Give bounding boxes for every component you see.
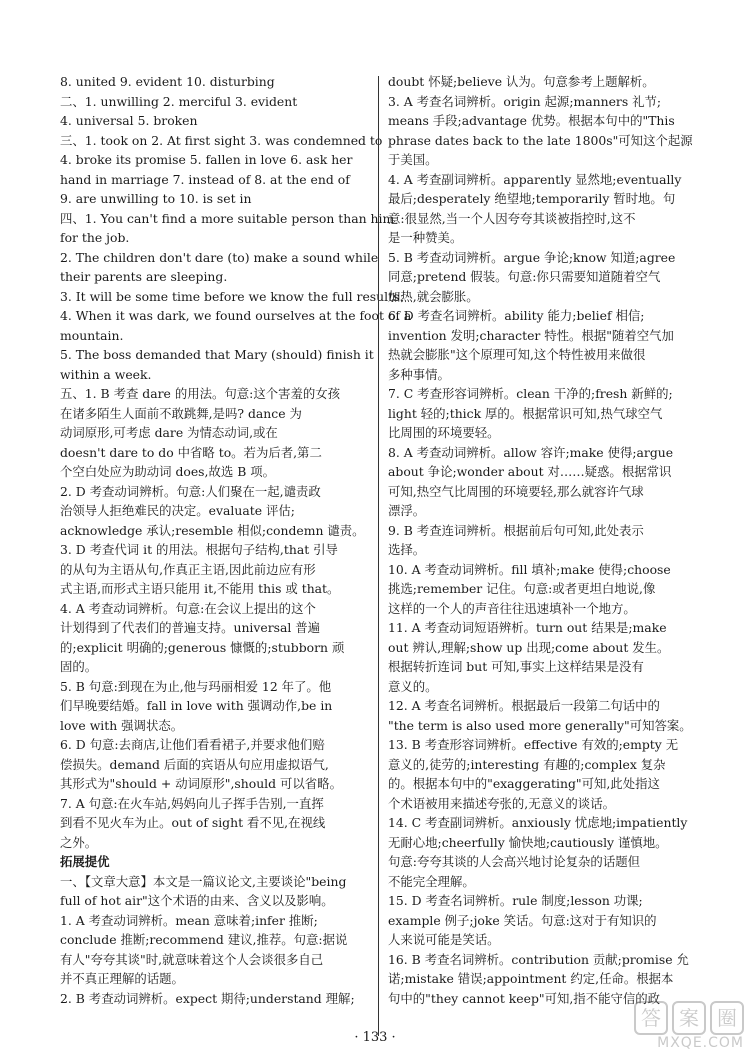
text-line: 12. A 考查名词辨析。根据最后一段第二句话中的: [388, 698, 660, 713]
text-line: 4. A 考查动词辨析。句意:在会议上提出的这个: [60, 600, 316, 616]
text-line: 三、1. took on 2. At first sight 3. was condemned to: [60, 132, 383, 148]
text-line: 有人"夸夸其谈"时,就意味着这个人会谈很多自己: [60, 951, 324, 967]
text-line: 意义的。: [388, 678, 438, 694]
text-line: mountain.: [60, 327, 124, 343]
text-line: 挑选;remember 记住。句意:或者更坦白地说,像: [388, 581, 656, 596]
text-line: 其形式为"should + 动词原形",should 可以省略。: [60, 776, 342, 791]
text-line: 固的。: [60, 659, 98, 674]
text-line: 可知,热空气比周围的环境要轻,那么就容许气球: [388, 483, 644, 499]
text-line: 意:很显然,当一个人因夸夸其谈被指控时,这不: [388, 210, 636, 226]
text-line: 5. B 考查动词辨析。argue 争论;know 知道;agree: [388, 249, 676, 265]
text-line: 5. B 句意:到现在为止,他与玛丽相爱 12 年了。他: [60, 678, 332, 694]
text-line: 于美国。: [388, 152, 438, 167]
text-line: love with 强调状态。: [60, 717, 184, 733]
text-line: 选择。: [388, 542, 426, 557]
text-line: 诺;mistake 错误;appointment 约定,任命。根据本: [388, 971, 674, 986]
text-line: 四、1. You can't find a more suitable person than him: [60, 210, 395, 226]
text-line: 13. B 考查形容词辨析。effective 有效的;empty 无: [388, 737, 679, 752]
text-line: 的从句为主语从句,作真正主语,因此前边应有形: [60, 561, 316, 577]
text-line: 一、【文章大意】本文是一篇议论文,主要谈论"being: [60, 873, 347, 889]
text-line: 二、1. unwilling 2. merciful 3. evident: [60, 93, 298, 109]
text-line: means 手段;advantage 优势。根据本句中的"This: [388, 113, 675, 128]
text-line: 3. It will be some time before we know the full results.: [60, 288, 404, 304]
text-line: 们早晚要结婚。fall in love with 强调动作,be in: [60, 698, 333, 713]
watermark-logo: [594, 1001, 744, 1051]
text-line: 5. The boss demanded that Mary (should) finish it: [60, 347, 374, 362]
text-line: phrase dates back to the late 1800s"可知这个起源: [388, 132, 693, 148]
text-line: 4. broke its promise 5. fallen in love 6. ask her: [60, 152, 353, 167]
text-line: conclude 推断;recommend 建议,推荐。句意:据说: [60, 932, 348, 947]
text-line: 在诸多陌生人面前不敢跳舞,是吗? dance 为: [60, 405, 302, 421]
text-line: 4. When it was dark, we found ourselves at the foot of a: [60, 308, 412, 323]
text-line: 加热,就会膨胀。: [388, 288, 479, 304]
column-divider: [378, 76, 379, 1036]
text-line: 句中的"they cannot keep"可知,指不能守信的政: [388, 990, 661, 1006]
text-line: 五、1. B 考查 dare 的用法。句意:这个害羞的女孩: [60, 386, 341, 401]
text-line: acknowledge 承认;resemble 相似;condemn 谴责。: [60, 522, 365, 538]
right-column: [388, 72, 703, 1008]
text-line: 漂浮。: [388, 503, 426, 518]
text-line: 到看不见火车为止。out of sight 看不见,在视线: [60, 815, 326, 830]
page-number: · 133 ·: [354, 1030, 396, 1045]
text-line: about 争论;wonder about 对……疑惑。根据常识: [388, 464, 672, 479]
text-line: 1. A 考查动词辨析。mean 意味着;infer 推断;: [60, 912, 318, 928]
watermark-char: 圈: [710, 1001, 744, 1035]
text-line: full of hot air"这个术语的由来、含义以及影响。: [60, 893, 334, 908]
text-line: hand in marriage 7. instead of 8. at the end of: [60, 171, 350, 187]
text-line: within a week.: [60, 366, 152, 382]
text-line: 计划得到了代表们的普遍支持。universal 普遍: [60, 620, 321, 635]
text-line: 4. universal 5. broken: [60, 113, 198, 128]
text-line: 4. A 考查副词辨析。apparently 显然地;eventually: [388, 171, 682, 187]
watermark-char: 案: [672, 1001, 706, 1035]
text-line: 2. The children don't dare (to) make a sound while: [60, 249, 379, 265]
text-line: for the job.: [60, 230, 130, 245]
text-line: 不能完全理解。: [388, 873, 475, 889]
text-line: 多种事情。: [388, 366, 450, 382]
watermark-url: MXQE.COM: [657, 1035, 744, 1051]
text-line: 9. are unwilling to 10. is set in: [60, 191, 252, 206]
text-line: 个术语被用来描述夸张的,无意义的谈话。: [388, 795, 615, 811]
text-line: light 轻的;thick 厚的。根据常识可知,热气球空气: [388, 405, 663, 421]
text-line: 的。根据本句中的"exaggerating"可知,此处指这: [388, 776, 660, 791]
text-line: 6. D 句意:去商店,让他们看看裙子,并要求他们赔: [60, 737, 325, 752]
text-line: 人来说可能是笑话。: [388, 932, 500, 947]
text-line: 并不真正理解的话题。: [60, 971, 184, 986]
text-line: 的;explicit 明确的;generous 慷慨的;stubborn 顽: [60, 639, 345, 655]
text-line: 动词原形,可考虑 dare 为情态动词,或在: [60, 425, 278, 440]
text-line: 个空白处应为助动词 does,故选 B 项。: [60, 464, 276, 479]
text-line: 7. C 考查形容词辨析。clean 干净的;fresh 新鲜的;: [388, 386, 673, 401]
watermark-char: 答: [634, 1001, 668, 1035]
text-line: "the term is also used more generally"可知答案。: [388, 717, 692, 733]
text-line: 2. B 考查动词辨析。expect 期待;understand 理解;: [60, 990, 355, 1006]
text-line: 8. united 9. evident 10. disturbing: [60, 74, 275, 89]
text-line: 10. A 考查动词辨析。fill 填补;make 使得;choose: [388, 561, 671, 577]
text-line: 无耐心地;cheerfully 愉快地;cautiously 谨慎地。: [388, 834, 668, 850]
text-line: 16. B 考查名词辨析。contribution 贡献;promise 允: [388, 951, 689, 967]
text-line: 之外。: [60, 834, 98, 850]
text-line: 偿损失。demand 后面的宾语从句应用虚拟语气,: [60, 756, 329, 772]
text-line: 7. A 句意:在火车站,妈妈向儿子挥手告别,一直挥: [60, 795, 324, 811]
text-line: 14. C 考查副词辨析。anxiously 忧虑地;impatiently: [388, 815, 688, 830]
text-line: 3. A 考查名词辨析。origin 起源;manners 礼节;: [388, 93, 662, 109]
text-line: 8. A 考查动词辨析。allow 容许;make 使得;argue: [388, 444, 674, 460]
text-line: 3. D 考查代词 it 的用法。根据句子结构,that 引导: [60, 542, 338, 557]
text-line: 拓展提优: [60, 854, 110, 869]
text-line: 9. B 考查连词辨析。根据前后句可知,此处表示: [388, 522, 644, 538]
text-line: 热就会膨胀"这个原理可知,这个特性被用来做很: [388, 347, 646, 362]
text-line: their parents are sleeping.: [60, 269, 228, 284]
text-line: 根据转折连词 but 可知,事实上这样结果是没有: [388, 659, 644, 674]
text-line: 句意:夸夸其谈的人会高兴地讨论复杂的话题但: [388, 854, 640, 869]
text-line: 2. D 考查动词辨析。句意:人们聚在一起,谴责政: [60, 483, 321, 499]
text-line: doesn't dare to do 中省略 to。若为后者,第二: [60, 444, 322, 460]
text-line: 6. D 考查名词辨析。ability 能力;belief 相信;: [388, 308, 645, 323]
text-line: doubt 怀疑;believe 认为。句意参考上题解析。: [388, 74, 655, 89]
text-line: 同意;pretend 假装。句意:你只需要知道随着空气: [388, 269, 661, 284]
text-line: 意义的,徒劳的;interesting 有趣的;complex 复杂: [388, 756, 666, 772]
text-line: 11. A 考查动词短语辨析。turn out 结果是;make: [388, 620, 667, 635]
text-line: 式主语,而形式主语只能用 it,不能用 this 或 that。: [60, 581, 340, 596]
text-line: 比周围的环境要轻。: [388, 425, 500, 440]
text-line: 是一种赞美。: [388, 230, 463, 245]
text-line: invention 发明;character 特性。根据"随着空气加: [388, 327, 674, 343]
text-line: 最后;desperately 绝望地;temporarily 暂时地。句: [388, 191, 676, 206]
text-line: 治领导人拒绝难民的决定。evaluate 评估;: [60, 503, 295, 518]
text-line: out 辨认,理解;show up 出现;come about 发生。: [388, 639, 670, 655]
text-line: example 例子;joke 笑话。句意:这对于有知识的: [388, 912, 657, 928]
text-line: 15. D 考查名词辨析。rule 制度;lesson 功课;: [388, 893, 643, 908]
text-line: 这样的一个人的声音往往迅速填补一个地方。: [388, 600, 636, 616]
